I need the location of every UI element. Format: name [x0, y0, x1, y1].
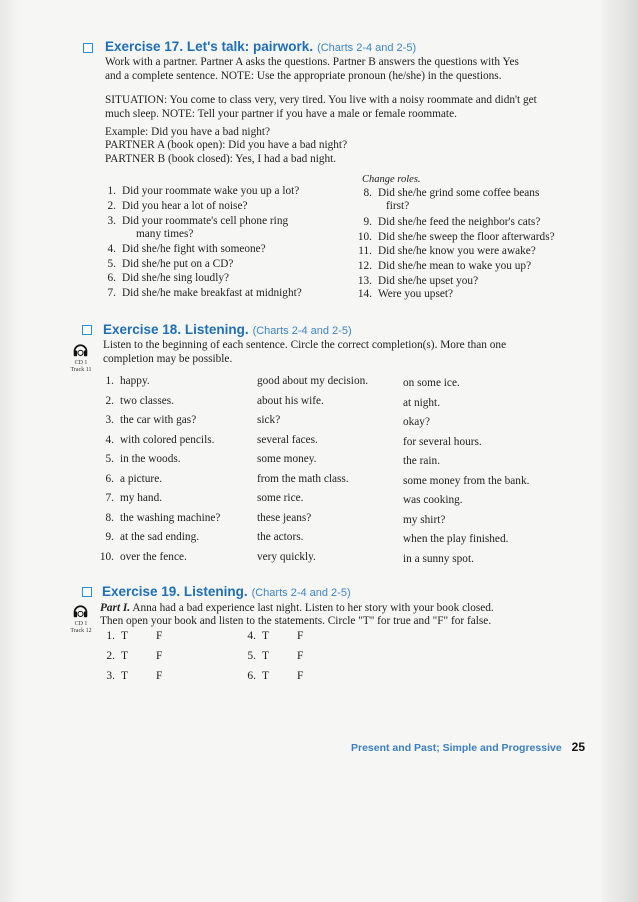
headphones-icon[interactable]: [72, 602, 89, 619]
list-item: 14. Were you upset?: [357, 288, 454, 300]
footer-title: Present and Past; Simple and Progressive: [351, 742, 562, 754]
table-row: 2. two classes. about his wife. at night.: [105, 394, 441, 409]
list-item: 8. Did she/he grind some coffee beans: [363, 187, 540, 199]
list-item: 11. Did she/he know you were awake?: [358, 245, 536, 257]
exercise-18-charts: (Charts 2-4 and 2-5): [252, 325, 352, 337]
list-item: 12. Did she/he mean to wake you up?: [357, 260, 532, 272]
exercise-18-cd-label: CD 1 Track 11: [70, 360, 92, 373]
exercise-19-title: Exercise 19. Listening.: [102, 584, 248, 599]
exercise-17-partner-a: PARTNER A (book open): Did you have a bad night?: [105, 139, 348, 151]
page-number: 25: [571, 740, 586, 754]
list-item: 6. Did she/he sing loudly?: [107, 272, 229, 284]
exercise-17-partner-b: PARTNER B (book closed): Yes, I had a bad night.: [105, 153, 337, 165]
table-row: 10. over the fence. very quickly. in a sunny spot.: [99, 550, 474, 565]
true-option[interactable]: T: [262, 630, 270, 642]
table-row: 5. in the woods. some money. the rain.: [105, 453, 441, 467]
exercise-19-charts: (Charts 2-4 and 2-5): [251, 587, 351, 599]
list-item: 4. T F: [247, 630, 304, 642]
exercise-17-intro-line-1: Work with a partner. Partner A asks the questions. Partner B answers the questions with Yes: [105, 56, 519, 68]
page-edge-shadow: [602, 0, 638, 902]
exercise-17-example: Example: Did you have a bad night?: [105, 126, 271, 138]
table-row: 6. a picture. from the math class. some money from the bank.: [105, 472, 530, 487]
exercise-18-heading: [103, 321, 352, 339]
true-option[interactable]: T: [121, 630, 129, 642]
table-row: 4. with colored pencils. several faces. for several hours.: [105, 433, 482, 448]
exercise-18-title: Exercise 18. Listening.: [103, 322, 249, 337]
true-option[interactable]: T: [262, 650, 270, 662]
true-option[interactable]: T: [121, 670, 129, 682]
list-item: 5. T F: [247, 650, 304, 662]
exercise-17-heading: [105, 38, 416, 56]
list-item: many times?: [136, 228, 194, 240]
list-item: 1. Did your roommate wake you up a lot?: [107, 185, 300, 197]
exercise-19-part-label: Part I.: [100, 602, 131, 614]
list-item: 5. Did she/he put on a CD?: [107, 258, 234, 270]
exercise-17-situation-line-2: much sleep. NOTE: Tell your partner if you have a male or female roommate.: [105, 108, 457, 120]
exercise-17-situation-line-1: SITUATION: You come to class very, very tired. You live with a noisy roommate and didn't get: [105, 94, 537, 106]
exercise-19-left-items: [97, 630, 162, 690]
true-option[interactable]: T: [262, 670, 270, 682]
false-option[interactable]: F: [156, 630, 163, 642]
table-row: 8. the washing machine? these jeans? my shirt?: [105, 511, 446, 526]
page-gutter-shadow: [0, 0, 22, 902]
false-option[interactable]: F: [297, 670, 304, 682]
exercise-17-change-roles: Change roles.: [362, 174, 421, 185]
list-item: 2. Did you hear a lot of noise?: [107, 200, 248, 212]
exercise-18-intro-line-2: completion may be possible.: [103, 353, 233, 365]
exercise-18-intro-line-1: Listen to the beginning of each sentence. Circle the correct completion(s). More than one: [103, 339, 507, 351]
list-item: 13. Did she/he upset you?: [357, 275, 479, 287]
table-row: 9. at the sad ending. the actors. when the play finished.: [105, 531, 509, 545]
exercise-17-title: Exercise 17. Let's talk: pairwork.: [105, 39, 314, 54]
list-item: 6. T F: [247, 670, 304, 682]
list-item: first?: [386, 200, 410, 212]
table-row: 1. happy. good about my decision. on some ice.: [105, 375, 460, 389]
exercise-19-heading: [102, 583, 351, 601]
headphones-icon[interactable]: [72, 341, 89, 358]
exercise-17-checkbox[interactable]: [83, 43, 93, 53]
exercise-19-intro-line-2: Then open your book and listen to the statements. Circle "T" for true and "F" for false.: [100, 615, 492, 627]
exercise-19-intro-line-1: Part I. Anna had a bad experience last night. Listen to her story with your book closed.: [100, 602, 494, 614]
false-option[interactable]: F: [297, 630, 304, 642]
table-row: 3. the car with gas? sick? okay?: [105, 414, 430, 428]
list-item: 7. Did she/he make breakfast at midnight?: [107, 287, 302, 299]
list-item: 9. Did she/he feed the neighbor's cats?: [363, 216, 541, 228]
page-footer: [351, 738, 585, 756]
exercise-18-checkbox[interactable]: [82, 325, 92, 335]
false-option[interactable]: F: [156, 670, 163, 682]
false-option[interactable]: F: [156, 650, 163, 662]
exercise-19-cd-label: CD 1 Track 12: [70, 621, 92, 634]
exercise-19-checkbox[interactable]: [82, 587, 92, 597]
true-option[interactable]: T: [121, 650, 129, 662]
exercise-17-left-list: [98, 185, 302, 302]
exercise-17-intro-line-2: and a complete sentence. NOTE: Use the appropriate pronoun (he/she) in the questions.: [105, 70, 502, 82]
list-item: 3. T F: [106, 670, 163, 682]
list-item: 3. Did your roommate's cell phone ring: [107, 215, 289, 227]
list-item: 2. T F: [106, 650, 163, 662]
false-option[interactable]: F: [297, 650, 304, 662]
exercise-17-right-list: [354, 187, 555, 302]
exercise-18-table: [96, 375, 530, 570]
list-item: 1. T F: [106, 630, 163, 642]
table-row: 7. my hand. some rice. was cooking.: [105, 492, 463, 506]
list-item: 10. Did she/he sweep the floor afterwards?: [357, 231, 555, 243]
exercise-17-charts: (Charts 2-4 and 2-5): [317, 42, 417, 54]
list-item: 4. Did she/he fight with someone?: [107, 243, 266, 255]
exercise-19-right-items: [238, 630, 303, 690]
